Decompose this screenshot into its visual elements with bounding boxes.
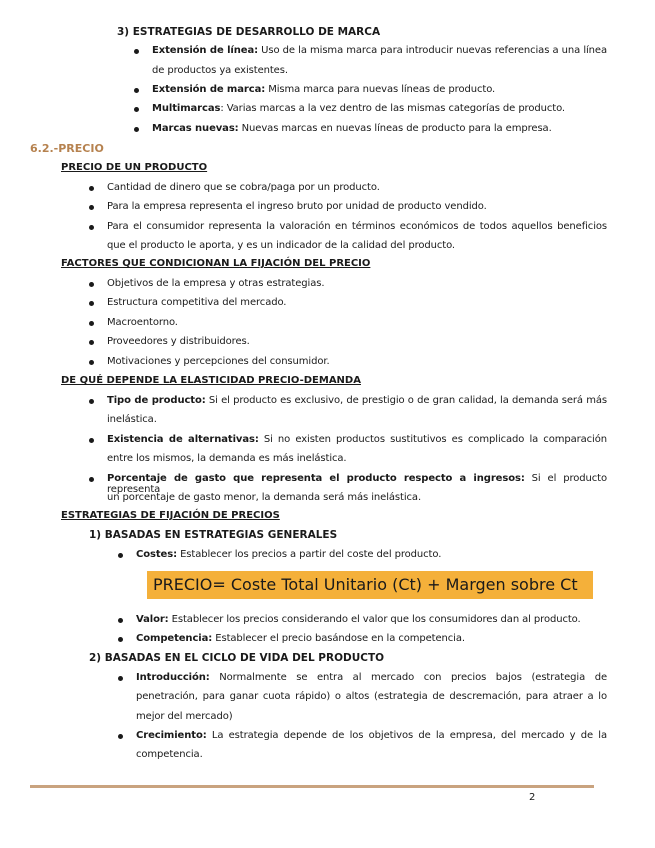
elasticidad-item-2-line2: entre los mismos, la demanda es más inelástica. <box>107 453 347 464</box>
introduccion-line1: Introducción: Normalmente se entra al mercado con precios bajos (estrategia de <box>136 672 607 683</box>
elasticidad-item-1-line2: inelástica. <box>107 414 157 425</box>
estrategias-heading: ESTRATEGIAS DE FIJACIÓN DE PRECIOS <box>61 510 280 521</box>
bullet <box>134 49 139 54</box>
valor-item: Valor: Establecer los precios considerando el valor que los consumidores dan al producto. <box>136 614 581 625</box>
marca-item-1-line2: de productos ya existentes. <box>152 65 288 76</box>
elasticidad-item-3-line1: Porcentaje de gasto que representa el producto respecto a ingresos: Si el producto representa <box>107 473 607 495</box>
introduccion-line3: mejor del mercado) <box>136 711 233 722</box>
bullet <box>118 618 123 623</box>
estrategias-sub1: 1) BASADAS EN ESTRATEGIAS GENERALES <box>89 529 338 541</box>
crecimiento-line2: competencia. <box>136 749 203 760</box>
marca-heading: 3) ESTRATEGIAS DE DESARROLLO DE MARCA <box>117 26 381 38</box>
estrategias-sub2: 2) BASADAS EN EL CICLO DE VIDA DEL PRODUCTO <box>89 652 385 664</box>
elasticidad-item-1-line1: Tipo de producto: Si el producto es exclusivo, de prestigio o de gran calidad, la demanda será más <box>107 395 607 406</box>
introduccion-line2: penetración, para ganar cuota rápido) o altos (estrategia de descremación, para atraer a lo <box>136 691 607 702</box>
elasticidad-item-2-line1: Existencia de alternativas: Si no existen productos sustitutivos es complicado la comparación <box>107 434 607 445</box>
marca-item-1-line1: Extensión de línea: Uso de la misma marca para introducir nuevas referencias a una línea <box>152 45 608 56</box>
factores-item: Motivaciones y percepciones del consumidor. <box>107 356 330 367</box>
bullet <box>134 88 139 93</box>
bullet <box>118 676 123 681</box>
marca-item-3: Multimarcas: Varias marcas a la vez dentro de las mismas categorías de producto. <box>152 103 565 114</box>
page-number: 2 <box>529 792 536 803</box>
factores-heading: FACTORES QUE CONDICIONAN LA FIJACIÓN DEL PRECIO <box>61 258 371 269</box>
bullet <box>89 282 94 287</box>
bullet <box>89 321 94 326</box>
crecimiento-line1: Crecimiento: La estrategia depende de los objetivos de la empresa, del mercado y de la <box>136 730 607 741</box>
precio-formula: PRECIO= Coste Total Unitario (Ct) + Margen sobre Ct <box>147 571 593 599</box>
bullet <box>89 399 94 404</box>
elasticidad-item-3-line2: un porcentaje de gasto menor, la demanda será más inelástica. <box>107 492 422 503</box>
competencia-item: Competencia: Establecer el precio basándose en la competencia. <box>136 633 465 644</box>
bullet <box>89 301 94 306</box>
bullet <box>89 360 94 365</box>
factores-item: Proveedores y distribuidores. <box>107 336 250 347</box>
bullet <box>134 127 139 132</box>
precio-producto-heading: PRECIO DE UN PRODUCTO <box>61 162 208 173</box>
elasticidad-heading: DE QUÉ DEPENDE LA ELASTICIDAD PRECIO-DEMANDA <box>61 375 361 386</box>
bullet <box>89 186 94 191</box>
bullet <box>89 225 94 230</box>
precio-item-1: Cantidad de dinero que se cobra/paga por un producto. <box>107 182 380 193</box>
bullet <box>118 553 123 558</box>
precio-item-3-line1: Para el consumidor representa la valoración en términos económicos de todos aquellos beneficios <box>107 221 607 232</box>
section-title: 6.2.-PRECIO <box>30 142 104 155</box>
bullet <box>118 734 123 739</box>
bullet <box>134 107 139 112</box>
bullet <box>89 340 94 345</box>
bullet <box>89 477 94 482</box>
bullet <box>89 205 94 210</box>
factores-item: Objetivos de la empresa y otras estrategias. <box>107 278 325 289</box>
factores-item: Estructura competitiva del mercado. <box>107 297 287 308</box>
precio-item-2: Para la empresa representa el ingreso bruto por unidad de producto vendido. <box>107 201 487 212</box>
marca-item-2: Extensión de marca: Misma marca para nuevas líneas de producto. <box>152 84 496 95</box>
factores-item: Macroentorno. <box>107 317 178 328</box>
precio-item-3-line2: que el producto le aporta, y es un indicador de la calidad del producto. <box>107 240 456 251</box>
bullet <box>118 637 123 642</box>
bullet <box>89 438 94 443</box>
footer-rule <box>30 785 594 788</box>
marca-item-4: Marcas nuevas: Nuevas marcas en nuevas líneas de producto para la empresa. <box>152 123 552 134</box>
costes-item: Costes: Establecer los precios a partir del coste del producto. <box>136 549 442 560</box>
